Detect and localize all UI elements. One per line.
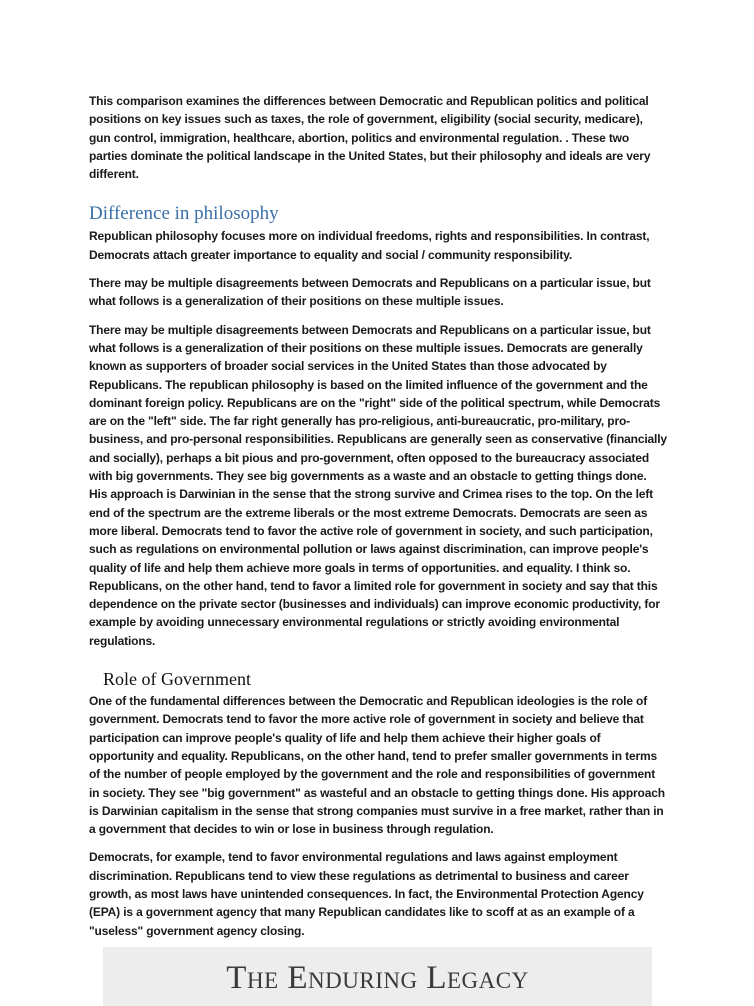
legacy-banner <box>103 947 652 1006</box>
philosophy-paragraph-2: There may be multiple disagreements between Democrats and Republicans on a particular issue, but what follows is a generalization of their positions on these multiple issues. <box>89 276 651 309</box>
government-paragraph-1: One of the fundamental differences between the Democratic and Republican ideologies is the role of government. Democrats tend to favor the more active role of government in society and believe that participation can improve people's quality of life and help them achieve their higher goals of opportunity and equality. Republicans, on the other hand, tend to prefer smaller governments in terms of the number of people employed by the government and the role and responsibilities of government in society. They see "big government" as wasteful and an obstacle to getting things done. His approach is Darwinian capitalism in the sense that strong companies must survive in a free market, rather than in a government that decides to win or lose in business through regulation. <box>89 694 665 837</box>
philosophy-paragraph-1: Republican philosophy focuses more on individual freedoms, rights and responsibilities. In contrast, Democrats attach greater importance to equality and social / community responsibility. <box>89 229 650 262</box>
government-paragraph-2: Democrats, for example, tend to favor environmental regulations and laws against employment discrimination. Republicans tend to view these regulations as detrimental to business and career growth, as most laws have unintended consequences. In fact, the Environmental Protection Agency (EPA) is a government agency that many Republican candidates like to scoff at as an example of a "useless" government agency closing. <box>89 850 644 938</box>
intro-paragraph: This comparison examines the differences between Democratic and Republican politics and political positions on key issues such as taxes, the role of government, eligibility (social security, medicare), gun control, immigration, healthcare, abortion, politics and environmental regulation. . These two parties dominate the political landscape in the United States, but their philosophy and ideals are very different. <box>89 94 651 182</box>
philosophy-paragraph-3: There may be multiple disagreements between Democrats and Republicans on a particular issue, but what follows is a generalization of their positions on these multiple issues. Democrats are generally known as supporters of broader social services in the United States than those advocated by Republicans. The republican philosophy is based on the limited influence of the government and the dominant foreign policy. Republicans are on the "right" side of the political spectrum, while Democrats are on the "left" side. The far right generally has pro-religious, anti-bureaucratic, pro-military, pro-business, and pro-personal responsibilities. Republicans are generally seen as conservative (financially and socially), perhaps a bit pious and pro-government, often opposed to the bureaucracy associated with big governments. They see big governments as a waste and an obstacle to getting things done. His approach is Darwinian in the sense that the strong survive and Crimea rises to the top. On the left end of the spectrum are the extreme liberals or the most extreme Democrats. Democrats are seen as more liberal. Democrats tend to favor the active role of government in society, and such participation, such as regulations on environmental pollution or laws against discrimination, can improve people's quality of life and help them achieve more goals in terms of opportunities. and equality. I think so. Republicans, on the other hand, tend to favor a limited role for government in society and say that this dependence on the private sector (businesses and individuals) can improve economic productivity, for example by avoiding unnecessary environmental regulations or strictly avoiding environmental regulations. <box>89 322 667 648</box>
section-heading-role-of-government: Role of Government <box>103 669 251 690</box>
section-heading-philosophy: Difference in philosophy <box>89 203 279 225</box>
article-body <box>89 92 667 940</box>
banner-title: The Enduring Legacy <box>226 960 529 996</box>
